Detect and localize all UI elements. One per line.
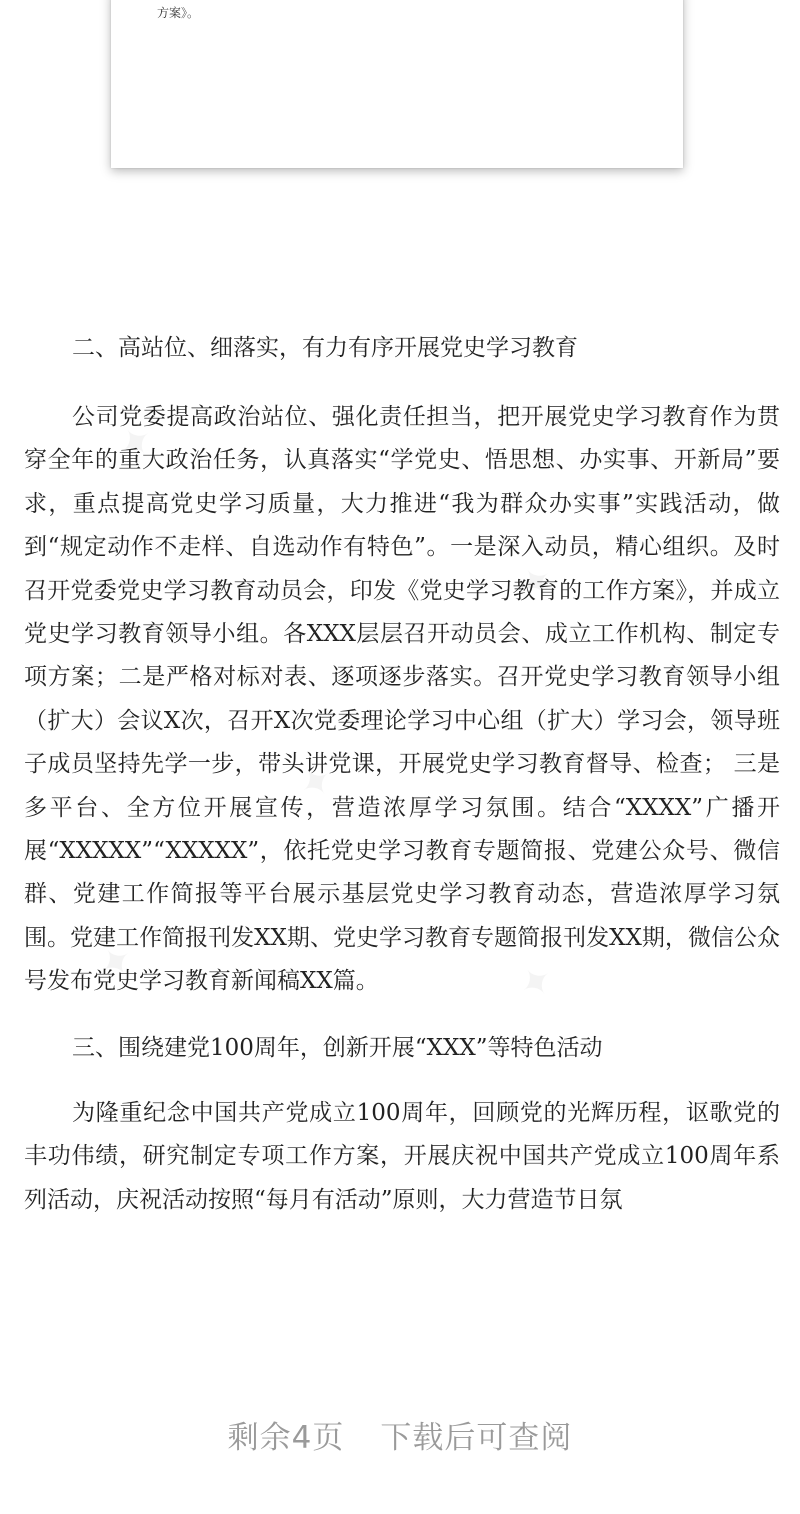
card-text: 方案》。 [157,6,200,20]
download-to-view-label: 下载后可查阅 [380,1420,573,1456]
section-paragraph-3: 为隆重纪念中国共产党成立100周年，回顾党的光辉历程，讴歌党的丰功伟绩，研究制定专项工作方案，开展庆祝中国共产党成立100周年系列活动，庆祝活动按照“每月有活动”原则，大力营造节日氛 [24,1099,780,1213]
section-heading-3: 三、围绕建党100周年，创新开展“XXX”等特色活动 [72,1034,603,1061]
remaining-pages-banner[interactable] [0,1412,800,1457]
previous-page-card [111,0,683,168]
section-heading-2: 二、高站位、细落实，有力有序开展党史学习教育 [72,335,578,361]
remaining-pages-label: 剩余4页 [227,1420,345,1456]
section-paragraph-2: 公司党委提高政治站位、强化责任担当，把开展党史学习教育作为贯穿全年的重大政治任务，认真落实“学党史、悟思想、办实事、开新局”要求，重点提高党史学习质量，大力推进“我为群众办实事”实践活动，做到“规定动作不走样、自选动作有特色”。一是深入动员，精心组织。及时召开党委党史学习教育动员会，印发《党史学习教育的工作方案》，并成立党史学习教育领导小组。各XXX层层召开动员会、成立工作机构、制定专项方案；二是严格对标对表、逐项逐步落实。召开党史学习教育领导小组（扩大）会议X次，召开X次党委理论学习中心组（扩大）学习会，领导班子成员坚持先学一步，带头讲党课，开展党史学习教育督导、检查； 三是多平台、全方位开展宣传，营造浓厚学习氛围。结合“XXXX”广播开展“XXXXX”“XXXXX”，依托党史学习教育专题简报、党建公众号、微信群、党建工作简报等平台展示基层党史学习教育动态，营造浓厚学习氛围。党建工作简报刊发XX期、党史学习教育专题简报刊发XX期，微信公众号发布党史学习教育新闻稿XX篇。 [24,404,780,995]
document-body [24,326,780,1222]
